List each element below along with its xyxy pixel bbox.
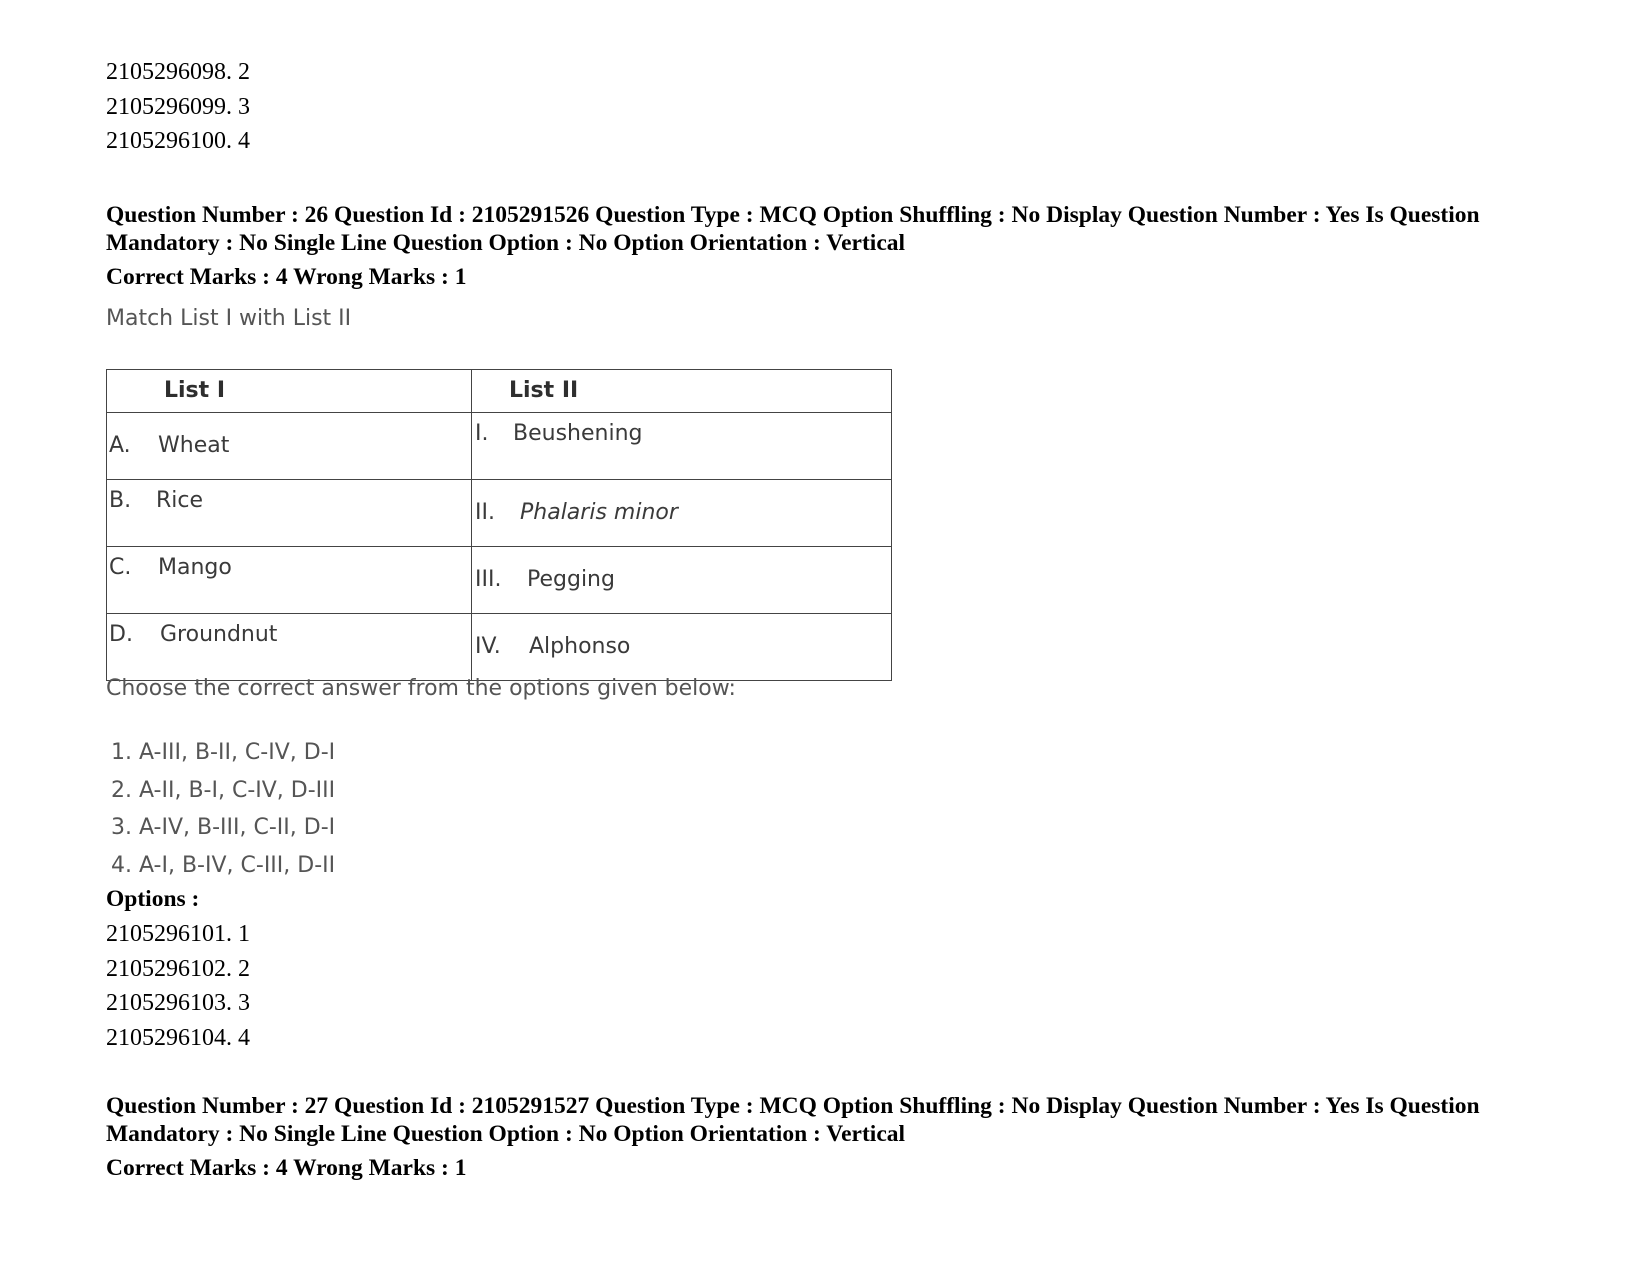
options-list (106, 917, 250, 1055)
list-1-cell: A. Wheat (107, 413, 472, 480)
choose-instruction: Choose the correct answer from the options given below: (106, 676, 736, 701)
option-id-line: 2105296102. 2 (106, 955, 250, 982)
table-row (107, 413, 892, 480)
question-27-meta: Question Number : 27 Question Id : 2105291527 Question Type : MCQ Option Shuffling : No Display Question Number : Yes Is Question Mandatory : No Single Line Question Option : No Option Orientation : Vertical (106, 1093, 1480, 1147)
options-label: Options : (106, 886, 200, 912)
list-1-cell: D. Groundnut (107, 614, 472, 681)
answer-choice: 4. A-I, B-IV, C-III, D-II (111, 852, 336, 878)
question-27-marks: Correct Marks : 4 Wrong Marks : 1 (106, 1155, 467, 1181)
table-row (107, 480, 892, 547)
table-header-row (107, 370, 892, 413)
question-26-prompt: Match List I with List II (106, 306, 352, 331)
list-2-cell: IV. Alphonso (472, 614, 892, 681)
list-1-cell: B. Rice (107, 480, 472, 547)
list-2-header: List II (472, 370, 892, 413)
list-1-header: List I (107, 370, 472, 413)
answer-choices-list (111, 734, 335, 884)
answer-choice: 1. A-III, B-II, C-IV, D-I (111, 740, 336, 765)
option-id-line: 2105296100. 4 (106, 128, 250, 154)
answer-choice: 2. A-II, B-I, C-IV, D-III (111, 777, 336, 803)
list-2-cell: III. Pegging (472, 547, 892, 614)
option-id-line: 2105296101. 1 (106, 921, 250, 947)
list-1-cell: C. Mango (107, 547, 472, 614)
option-id-line: 2105296098. 2 (106, 59, 250, 85)
option-id-line: 2105296103. 3 (106, 990, 250, 1016)
option-id-line: 2105296099. 3 (106, 93, 250, 120)
list-2-cell: II. Phalaris minor (472, 480, 892, 547)
table-row (107, 614, 892, 681)
option-id-line: 2105296104. 4 (106, 1024, 250, 1051)
match-table (106, 369, 892, 681)
table-row (107, 547, 892, 614)
answer-choice: 3. A-IV, B-III, C-II, D-I (111, 815, 336, 840)
list-2-cell: I. Beushening (472, 413, 892, 480)
question-26-marks: Correct Marks : 4 Wrong Marks : 1 (106, 264, 467, 290)
previous-options-list (106, 55, 250, 159)
question-26-meta: Question Number : 26 Question Id : 2105291526 Question Type : MCQ Option Shuffling : No Display Question Number : Yes Is Question Mandatory : No Single Line Question Option : No Option Orientation : Vertical (106, 202, 1480, 256)
